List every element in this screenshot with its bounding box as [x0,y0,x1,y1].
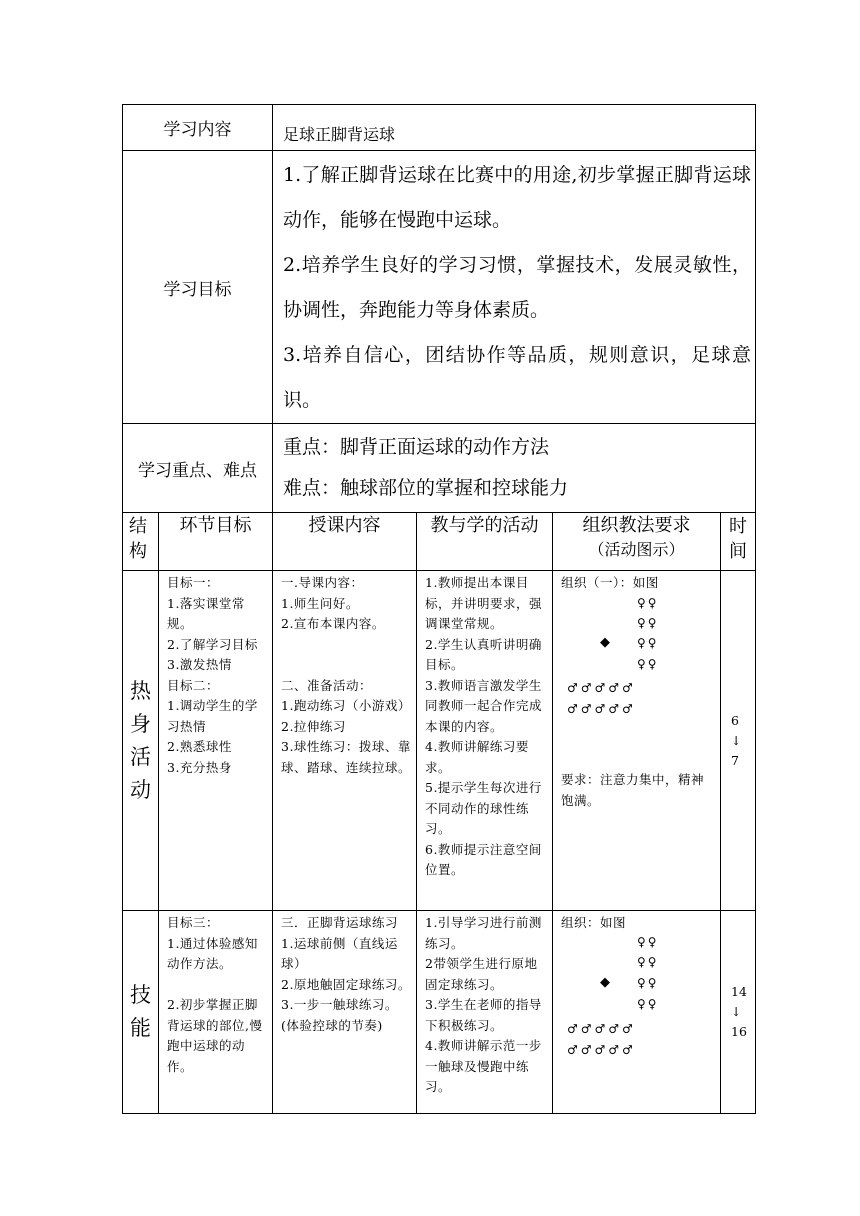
time-to: 16 [731,1024,747,1039]
activity-line: 1.引导学习进行前测练习。 [425,915,542,951]
goal-line: 2.初步掌握正脚背运球的部位,慢跑中运球的动作。 [167,997,263,1074]
goals-label: 学习目标 [123,151,273,424]
keys-cell [273,424,756,513]
content-line: 一.导课内容： [281,575,364,590]
content-value: 足球正脚背运球 [273,105,756,151]
skill-goals [159,911,273,1114]
skill-org-diagram [553,911,721,1114]
female-players-icon: ♀♀ [637,657,659,671]
content-line: 三．正脚背运球练习 [281,915,399,930]
skill-content [273,911,417,1114]
activity-line: 4.教师讲解示范一步一触球及慢跑中练习。 [425,1038,542,1094]
goals-list [273,151,756,424]
content-line: 3.球性练习：拨球、靠球、踏球、连续拉球。 [281,739,412,775]
activity-line: 3.学生在老师的指导下积极练习。 [425,997,542,1033]
content-label: 学习内容 [123,105,273,151]
key-point: 重点：脚背正面运球的动作方法 [283,436,550,458]
structure-warmup: 热身活动 [123,571,159,911]
time-from: 14 [731,984,747,999]
time-to: 7 [731,752,739,768]
header-org-title: 组织教法要求 [582,515,691,536]
male-players-icon: ♂♂♂♂♂ [567,1022,636,1036]
header-goal: 环节目标 [159,513,273,571]
skill-activities [417,911,553,1114]
goal-item: 3.培养自信心，团结协作等品质，规则意识，足球意识。 [283,344,752,411]
activity-line: 1.教师提出本课目标，并讲明要求，强调课堂常规。 [425,575,543,631]
lesson-plan-table [122,104,756,1114]
content-line: 2.原地触固定球练习。 [281,976,411,992]
goal-line: 1.调动学生的学习热情 [167,698,258,734]
goal-line: 1.通过体验感知动作方法。 [167,935,258,971]
header-org-sub: （活动图示） [588,540,685,559]
warmup-goals [159,571,273,911]
activity-line: 5.提示学生每次进行不同动作的球性练习。 [425,780,542,836]
keys-label: 学习重点、难点 [123,424,273,513]
goal-item: 1.了解正脚背运球在比赛中的用途,初步掌握正脚背运球动作，能够在慢跑中运球。 [283,164,752,231]
female-players-icon: ♀♀ [637,955,659,969]
activity-line: 6.教师提示注意空间位置。 [425,841,542,877]
activity-line: 3.教师语言激发学生同教师一起合作完成本课的内容。 [425,677,543,734]
content-line: 1.运球前侧（直线运球） [281,935,398,971]
time-from: 6 [731,712,739,728]
spacer [281,655,412,676]
goal-line: 目标三： [167,915,220,930]
female-players-icon: ♀♀ [637,596,659,610]
male-players-icon: ♂♂♂♂♂ [567,681,636,695]
activity-line: 2带领学生进行原地固定球练习。 [425,956,538,992]
warmup-content [273,571,417,911]
goal-item: 2.培养学生良好的学习习惯，掌握技术，发展灵敏性，协调性，奔跑能力等身体素质。 [283,254,752,321]
warmup-time [721,571,756,911]
header-activity: 教与学的活动 [417,513,553,571]
org-title: 组织：如图 [561,915,627,930]
female-players-icon: ♀♀ [637,997,659,1011]
male-players-icon: ♂♂♂♂♂ [567,1043,636,1057]
teacher-diamond-icon: ◆ [600,975,610,990]
goal-line: 目标二： [167,677,220,693]
org-requirement: 要求：注意力集中，精神饱满。 [561,772,705,808]
warmup-org-diagram [553,571,721,911]
goal-line: 2.熟悉球性 [167,739,232,754]
content-line: 2.宣布本课内容。 [281,616,385,631]
time-arrow-icon: ↓ [731,732,742,748]
goal-line: 3.激发热情 [167,657,232,672]
header-structure: 结构 [123,513,159,571]
warmup-activities [417,571,553,911]
content-line: 2.拉伸练习 [281,718,346,734]
male-players-icon: ♂♂♂♂♂ [567,702,636,716]
content-line: 1.跑动练习（小游戏） [281,698,411,713]
spacer [167,975,268,996]
teacher-diamond-icon: ◆ [600,635,610,650]
skill-time [721,911,756,1114]
content-line: 二、准备活动： [281,677,373,693]
header-content: 授课内容 [273,513,417,571]
goal-line: 目标一： [167,575,220,590]
time-arrow-icon: ↓ [731,1004,742,1019]
header-org [553,513,721,571]
goal-line: 2.了解学习目标 [167,636,258,652]
activity-line: 4.教师讲解练习要求。 [425,739,529,775]
header-time: 时间 [721,513,756,571]
structure-skill: 技能 [123,911,159,1114]
content-line: 3.一步一触球练习。(体验控球的节奏) [281,997,398,1033]
female-players-icon: ♀♀ [637,976,659,990]
female-players-icon: ♀♀ [637,636,659,650]
content-line: 1.师生问好。 [281,595,359,611]
org-title: 组织（一）：如图 [561,575,659,590]
difficulty: 难点：触球部位的掌握和控球能力 [283,477,569,499]
goal-line: 1.落实课堂常规。 [167,595,245,631]
female-players-icon: ♀♀ [637,616,659,630]
activity-line: 2.学生认真听讲明确目标。 [425,636,542,672]
spacer [281,635,412,656]
goal-line: 3.充分热身 [167,759,232,775]
female-players-icon: ♀♀ [637,935,659,949]
